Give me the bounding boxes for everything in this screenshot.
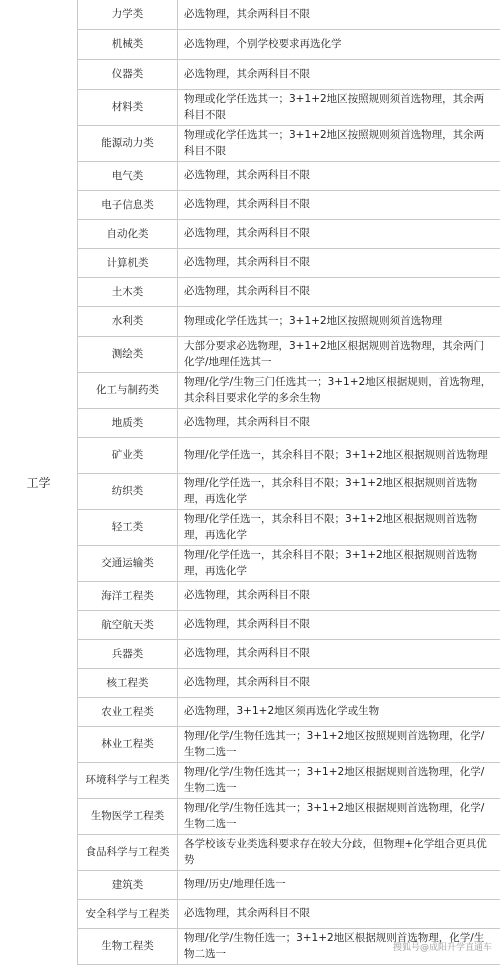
major-cell: 仪器类	[78, 60, 178, 90]
major-cell: 力学类	[78, 0, 178, 30]
major-cell: 土木类	[78, 278, 178, 307]
major-cell: 矿业类	[78, 438, 178, 474]
requirement-cell: 物理/化学任选一，其余科目不限；3+1+2地区根据规则首选物理	[178, 438, 500, 474]
requirement-cell: 必选物理，其余两科目不限	[178, 640, 500, 669]
major-cell: 化工与制药类	[78, 373, 178, 409]
requirement-cell: 物理/化学任选一，其余科目不限；3+1+2地区根据规则首选物理，再选化学	[178, 510, 500, 546]
major-cell: 航空航天类	[78, 611, 178, 640]
major-cell: 食品科学与工程类	[78, 835, 178, 871]
major-cell: 环境科学与工程类	[78, 763, 178, 799]
major-cell: 轻工类	[78, 510, 178, 546]
major-cell: 材料类	[78, 90, 178, 126]
requirement-cell: 必选物理，个别学校要求再选化学	[178, 30, 500, 60]
major-cell: 能源动力类	[78, 126, 178, 162]
major-cell: 海洋工程类	[78, 582, 178, 611]
major-cell: 地质类	[78, 409, 178, 438]
major-cell: 机械类	[78, 30, 178, 60]
requirement-cell: 必选物理，其余两科目不限	[178, 0, 500, 30]
major-cell: 计算机类	[78, 249, 178, 278]
major-cell: 农业工程类	[78, 698, 178, 727]
requirement-cell: 大部分要求必选物理，3+1+2地区根据规则首选物理，其余两门化学/地理任选其一	[178, 337, 500, 373]
requirement-cell: 必选物理，其余两科目不限	[178, 278, 500, 307]
major-cell: 交通运输类	[78, 546, 178, 582]
major-cell: 建筑类	[78, 871, 178, 900]
requirement-cell: 物理或化学任选其一；3+1+2地区按照规则须首选物理，其余两科目不限	[178, 90, 500, 126]
requirement-cell: 必选物理，其余两科目不限	[178, 162, 500, 191]
requirement-cell: 必选物理，其余两科目不限	[178, 60, 500, 90]
requirement-cell: 物理/化学/生物任选其一；3+1+2地区根据规则首选物理，化学/生物二选一	[178, 763, 500, 799]
requirement-cell: 必选物理，其余两科目不限	[178, 582, 500, 611]
requirement-cell: 必选物理，其余两科目不限	[178, 611, 500, 640]
major-cell: 生物工程类	[78, 929, 178, 965]
major-cell: 林业工程类	[78, 727, 178, 763]
requirement-cell: 物理/化学/生物任选一；3+1+2地区根据规则首选物理，化学/生物二选一	[178, 929, 500, 965]
major-cell: 测绘类	[78, 337, 178, 373]
requirement-cell: 必选物理，其余两科目不限	[178, 249, 500, 278]
requirement-cell: 物理/化学/生物三门任选其一；3+1+2地区根据规则，首选物理，其余科目要求化学的多余生物	[178, 373, 500, 409]
requirement-cell: 必选物理，其余两科目不限	[178, 191, 500, 220]
major-cell: 安全科学与工程类	[78, 900, 178, 929]
major-cell: 水利类	[78, 307, 178, 337]
requirement-cell: 物理/化学任选一，其余科目不限；3+1+2地区根据规则首选物理，再选化学	[178, 546, 500, 582]
requirement-cell: 必选物理，其余两科目不限	[178, 900, 500, 929]
major-cell: 自动化类	[78, 220, 178, 249]
category-cell: 工学	[0, 0, 78, 965]
requirement-cell: 必选物理，3+1+2地区须再选化学或生物	[178, 698, 500, 727]
requirement-cell: 各学校该专业类选科要求存在较大分歧，但物理+化学组合更具优势	[178, 835, 500, 871]
requirement-cell: 物理/化学/生物任选其一；3+1+2地区根据规则首选物理，化学/生物二选一	[178, 799, 500, 835]
major-cell: 纺织类	[78, 474, 178, 510]
requirement-cell: 物理或化学任选其一；3+1+2地区按照规则须首选物理，其余两科目不限	[178, 126, 500, 162]
major-cell: 核工程类	[78, 669, 178, 698]
requirement-cell: 必选物理，其余两科目不限	[178, 409, 500, 438]
major-cell: 兵器类	[78, 640, 178, 669]
major-cell: 电气类	[78, 162, 178, 191]
requirement-cell: 物理/化学任选一，其余科目不限；3+1+2地区根据规则首选物理，再选化学	[178, 474, 500, 510]
requirement-cell: 物理或化学任选其一；3+1+2地区按照规则须首选物理	[178, 307, 500, 337]
major-cell: 电子信息类	[78, 191, 178, 220]
major-cell: 生物医学工程类	[78, 799, 178, 835]
watermark: 搜狐号@成阳升学直通车	[392, 943, 492, 953]
requirement-cell: 必选物理，其余两科目不限	[178, 220, 500, 249]
requirement-cell: 必选物理，其余两科目不限	[178, 669, 500, 698]
requirement-cell: 物理/化学/生物任选其一；3+1+2地区按照规则首选物理，化学/生物二选一	[178, 727, 500, 763]
requirement-cell: 物理/历史/地理任选一	[178, 871, 500, 900]
